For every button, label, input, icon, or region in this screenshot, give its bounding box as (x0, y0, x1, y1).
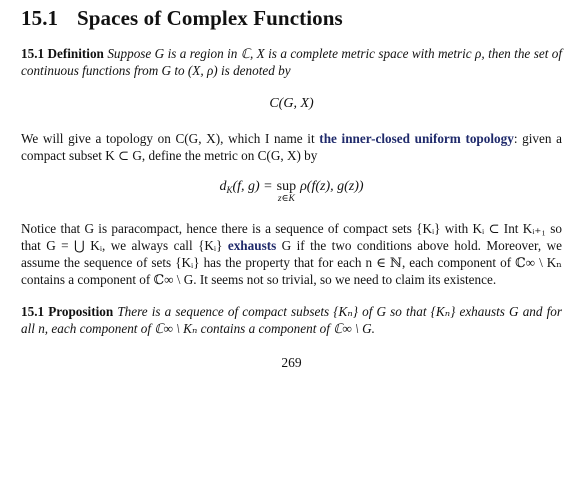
topology-paragraph (21, 130, 562, 164)
metric-formula-right: ρ(f(z), g(z)) (300, 179, 364, 194)
proposition-line-2: and for all n, each component of ℂ∞ \ Kₙ contains a component of ℂ∞ \ G. (21, 304, 563, 336)
proposition-paragraph (21, 303, 562, 337)
notice-line-2-post: G if the two conditions above hold. Moreover, (276, 238, 542, 253)
section-number: 15.1 (21, 6, 59, 30)
sup-label: sup (276, 179, 297, 194)
notice-line-1: Notice that G is paracompact, hence there is a sequence of compact sets {Kᵢ} with Kᵢ ⊂ Int Kᵢ₊₁ (21, 221, 546, 236)
sup-subscript: z∈K (277, 194, 295, 204)
definition-label: 15.1 Definition (21, 46, 104, 61)
proposition-label: 15.1 Proposition (21, 304, 114, 319)
definition-display-formula: C(G, X) (269, 96, 314, 111)
inner-closed-uniform-topology-term: the inner-closed uniform topology (319, 131, 514, 146)
exhausts-term: exhausts (227, 238, 277, 253)
topology-line-2: a compact subset K ⊂ G, define the metric on C(G, X) by (21, 131, 563, 163)
sup-operator (277, 179, 296, 204)
page-number: 269 (281, 355, 302, 370)
topology-line-1-post: : given (513, 131, 552, 146)
definition-line-2: set of continuous functions from G to (X, ρ) is denoted by (21, 46, 563, 78)
metric-formula-left: $d_K(f$, g) = (219, 179, 273, 195)
definition-line-1: Suppose G is a region in ℂ, X is a complete metric space with metric ρ, then the (107, 46, 531, 61)
notice-line-2-pre: so that G = ⋃ Kᵢ, we always call {Kᵢ} (21, 221, 563, 253)
topology-line-1-pre: We will give a topology on C(G, X), which I name it (21, 131, 320, 146)
proposition-line-1: There is a sequence of compact subsets {Kₙ} of G so that {Kₙ} exhausts G (117, 304, 519, 319)
metric-formula (0, 179, 583, 204)
notice-line-4: ℂ∞ \ Kₙ contains a component of ℂ∞ \ G. It seems not so trivial, so we need to claim its existence. (21, 255, 563, 287)
section-heading (21, 6, 343, 31)
definition-paragraph (21, 45, 562, 79)
section-title: Spaces of Complex Functions (77, 6, 343, 30)
notice-line-3: we assume the sequence of sets {Kᵢ} has the property that for each n ∈ ℕ, each component of (21, 238, 563, 270)
notice-paragraph (21, 220, 562, 288)
